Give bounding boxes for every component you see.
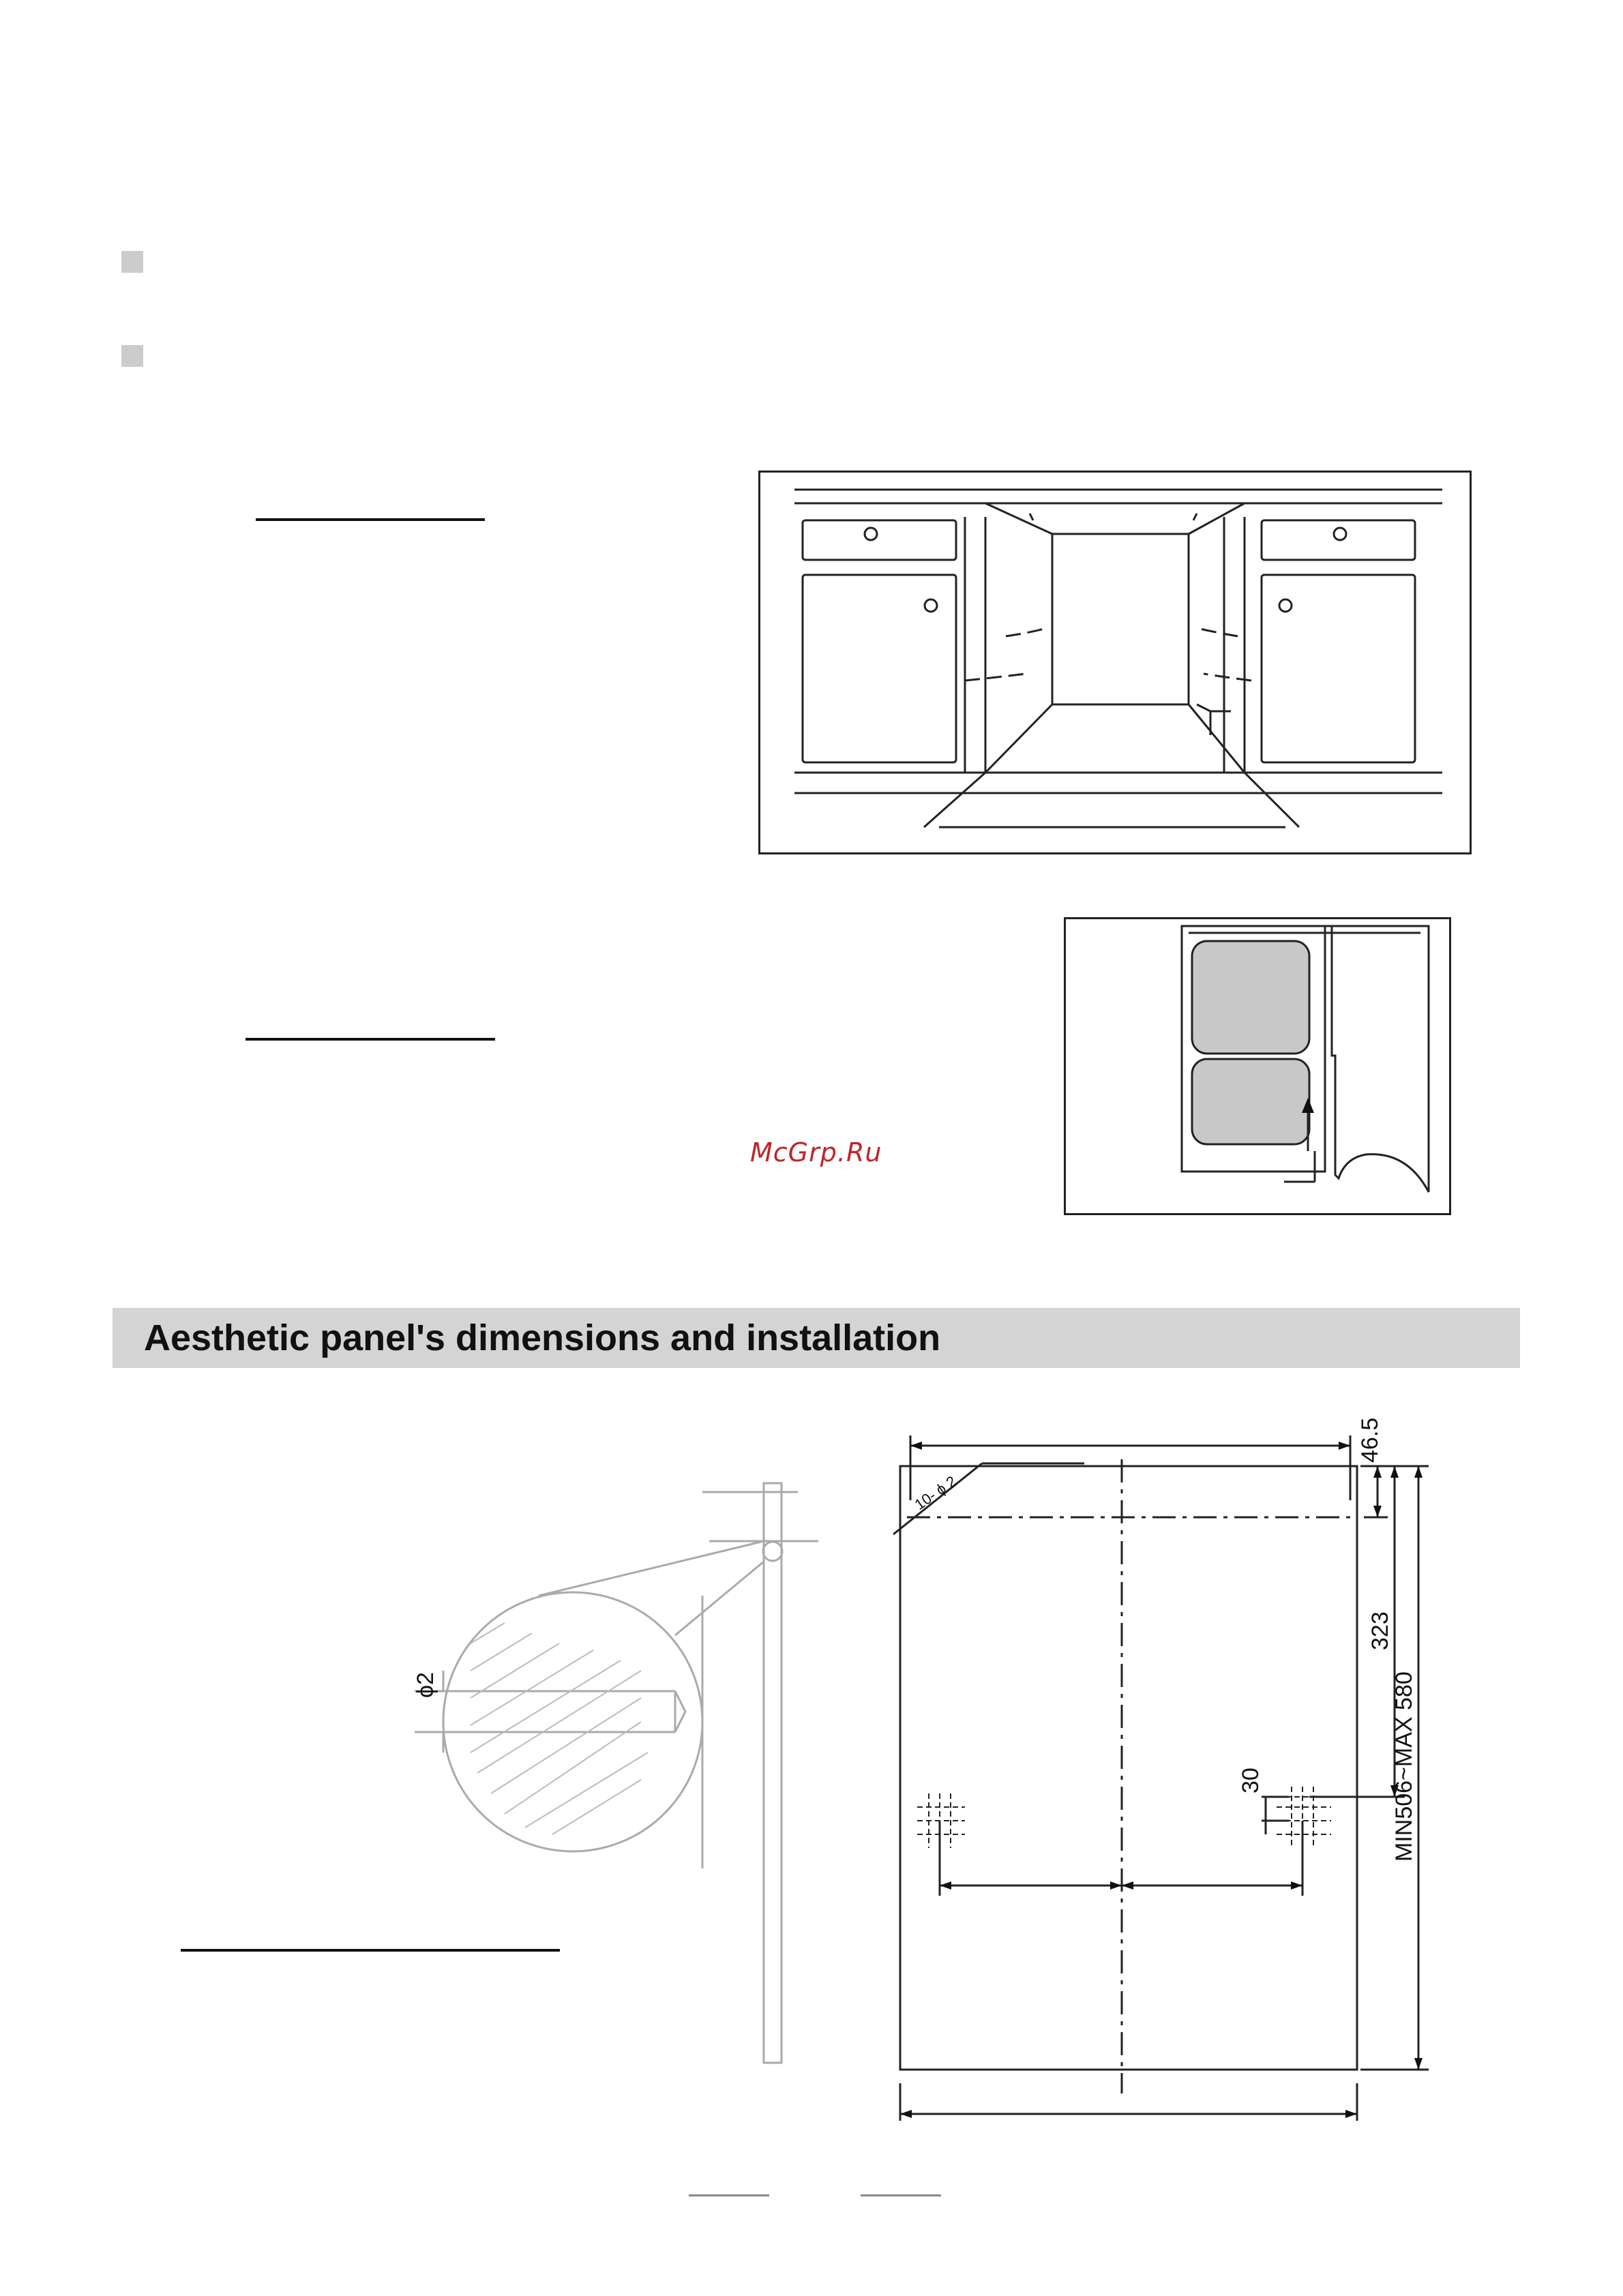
panel-dimension-drawing	[880, 1405, 1466, 2128]
cabinet-recess-drawing	[760, 473, 1470, 852]
drill-diameter-label: ϕ2	[413, 1672, 438, 1698]
bullet-marker-1	[121, 251, 143, 273]
blank-heading-rule-2	[245, 1038, 495, 1041]
footer-rule-left	[689, 2194, 769, 2196]
section-header-band	[113, 1308, 1520, 1368]
bullet-marker-2	[121, 345, 143, 367]
panel-height-label: MIN506~MAX 580	[1391, 1671, 1417, 1862]
blank-heading-rule-1	[256, 518, 485, 521]
basket-figure	[1064, 917, 1451, 1215]
hole-spacing-label: 323	[1367, 1611, 1393, 1650]
basket-drawing	[1066, 919, 1449, 1213]
drill-detail-drawing	[402, 1466, 880, 2080]
top-offset-label: 46.5	[1357, 1417, 1383, 1463]
section-title: Aesthetic panel's dimensions and installation	[144, 1317, 941, 1358]
hole-count-label: 10- ϕ 2	[911, 1472, 960, 1514]
panel-outline	[900, 1466, 1357, 2070]
hole-group-offset-label: 30	[1238, 1768, 1264, 1793]
cabinet-recess-figure	[758, 471, 1472, 854]
footer-rule-right	[861, 2194, 941, 2196]
watermark: McGrp.Ru	[750, 1137, 882, 1167]
